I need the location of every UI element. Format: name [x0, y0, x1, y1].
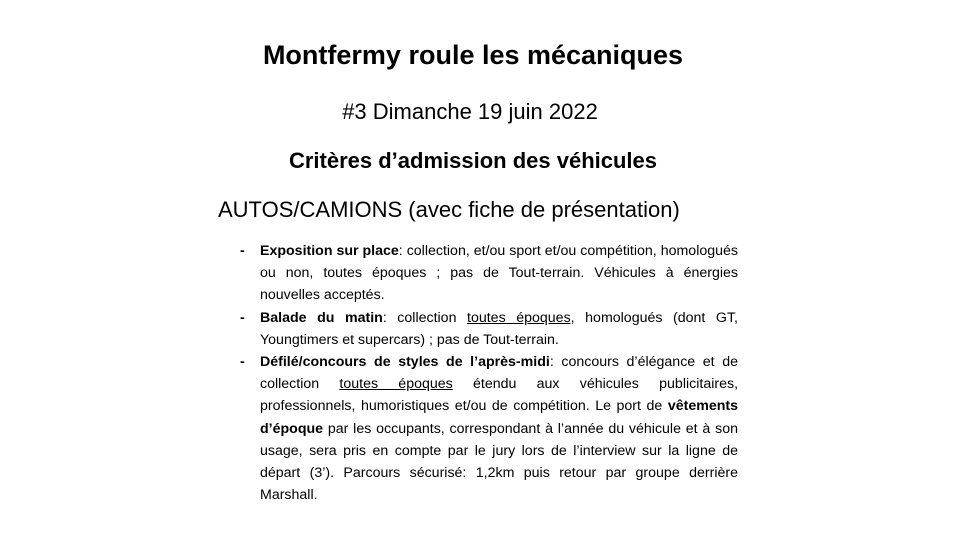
item-text: étendu aux véhicules publicitaires, professionnels, humoristiques et/ou de compétition. Le port de [260, 376, 739, 415]
item-label: Défilé/concours de styles de l’après-midi [260, 354, 550, 371]
item-text: : concours d’élégance et de collection [260, 354, 738, 393]
list-item-balade [240, 307, 738, 351]
item-text: par les occupants, correspondant à l’année du véhicule et à son usage, sera pris en compte par le jury lors de l’interview sur la ligne de départ (3’). Parcours sécurisé: 1,2km puis retour par groupe derrière Marshall. [260, 420, 738, 504]
list-bullet: - [240, 309, 245, 326]
admission-criteria-heading: Critères d’admission des véhicules [288, 148, 658, 173]
item-bold-text: vêtements d’époque [260, 398, 738, 437]
item-text: : collection [382, 309, 468, 326]
item-label: Exposition sur place [260, 243, 399, 259]
item-text: homologués (dont GT, Youngtimers et supercars) ; pas de Tout-terrain. [260, 309, 738, 348]
section-title: AUTOS/CAMIONS (avec fiche de présentation) [218, 197, 680, 222]
event-edition-date: #3 Dimanche 19 juin 2022 [342, 99, 598, 124]
item-underlined-text: toutes époques, [467, 309, 575, 326]
list-item-defile [240, 351, 738, 506]
list-item-exposition [240, 240, 738, 307]
document-title: Montfermy roule les mécaniques [262, 40, 684, 70]
criteria-list [240, 240, 738, 506]
item-label: Balade du matin [260, 309, 383, 326]
list-bullet: - [240, 243, 245, 259]
item-text: : collection, et/ou sport et/ou compétition, homologués ou non, toutes époques ; pas de Tout-terrain. Véhicules à énergies nouvelles acceptés. [260, 243, 739, 304]
item-underlined-text: toutes époques [339, 376, 453, 393]
list-bullet: - [240, 354, 245, 371]
